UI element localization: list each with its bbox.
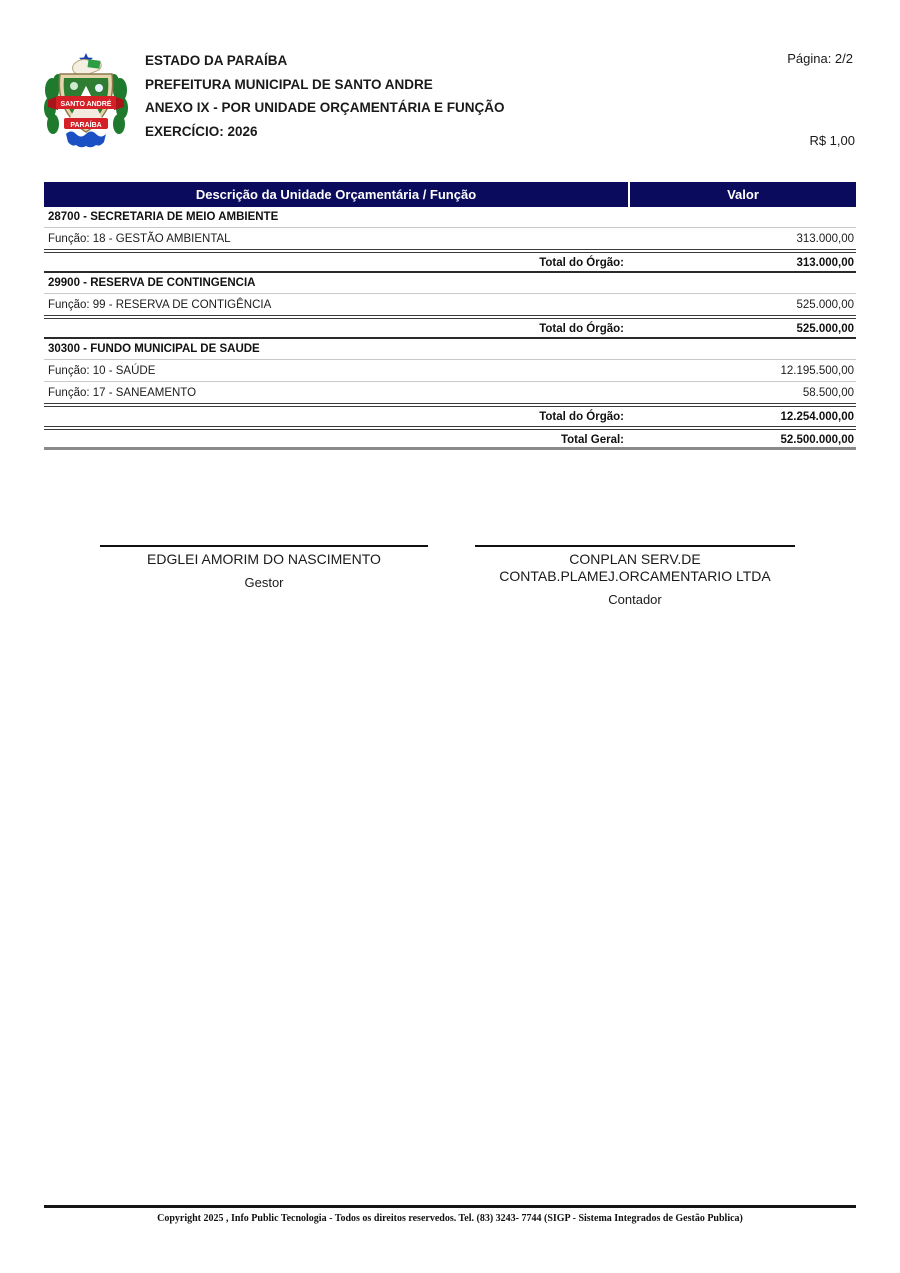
grand-total-row bbox=[44, 429, 856, 450]
function-label: Função: 17 - SANEAMENTO bbox=[48, 387, 197, 399]
section-title: 29900 - RESERVA DE CONTINGENCIA bbox=[44, 273, 856, 294]
ribbon-santo-andre bbox=[48, 96, 124, 110]
signature-line bbox=[475, 545, 795, 547]
column-header-description: Descrição da Unidade Orçamentária / Função bbox=[195, 187, 477, 202]
function-label: Função: 99 - RESERVA DE CONTIGÊNCIA bbox=[48, 299, 272, 311]
function-label: Função: 18 - GESTÃO AMBIENTAL bbox=[48, 233, 231, 245]
crest-flag bbox=[73, 59, 102, 75]
signature-line bbox=[100, 545, 428, 547]
signature-block-gestor bbox=[100, 545, 428, 590]
grand-total-label: Total Geral: bbox=[560, 434, 624, 446]
organ-total-row bbox=[44, 252, 856, 273]
signer-name: CONPLAN SERV.DE CONTAB.PLAMEJ.ORCAMENTARIO LTDA bbox=[499, 551, 771, 584]
signer-role: Gestor bbox=[244, 575, 284, 590]
table-row bbox=[44, 294, 856, 316]
column-header-value: Valor bbox=[727, 187, 759, 202]
logo-banner-bottom-text: PARAÍBA bbox=[70, 122, 102, 129]
organ-total-label: Total do Órgão: bbox=[539, 323, 624, 335]
copyright-text: Copyright 2025 , Info Public Tecnologia - Todos os direitos reservedos. Tel. (83) 3243- 7744 (SIGP - Sistema Integrados de Gestão Publica) bbox=[157, 1213, 743, 1224]
table-row bbox=[44, 382, 856, 404]
table-row bbox=[44, 360, 856, 382]
function-value: 313.000,00 bbox=[796, 233, 854, 245]
budget-table bbox=[44, 182, 856, 450]
function-value: 12.195.500,00 bbox=[780, 365, 854, 377]
section-title: 28700 - SECRETARIA DE MEIO AMBIENTE bbox=[44, 207, 856, 228]
table-row bbox=[44, 228, 856, 250]
table-header-row bbox=[44, 182, 856, 207]
organ-total-row bbox=[44, 318, 856, 339]
wave-decoration bbox=[66, 132, 106, 148]
annex-title: ANEXO IX - POR UNIDADE ORÇAMENTÁRIA E FUNÇÃO bbox=[145, 100, 505, 115]
organ-total-label: Total do Órgão: bbox=[539, 411, 624, 423]
organ-total-label: Total do Órgão: bbox=[539, 257, 624, 269]
section-title: 30300 - FUNDO MUNICIPAL DE SAUDE bbox=[44, 339, 856, 360]
page-number: Página: 2/2 bbox=[787, 51, 853, 66]
municipality-title: PREFEITURA MUNICIPAL DE SANTO ANDRE bbox=[145, 76, 433, 92]
organ-total-value: 313.000,00 bbox=[796, 257, 854, 269]
function-label: Função: 10 - SAÚDE bbox=[48, 365, 156, 377]
state-title: ESTADO DA PARAÍBA bbox=[145, 53, 288, 68]
signer-name: EDGLEI AMORIM DO NASCIMENTO bbox=[147, 551, 381, 567]
organ-total-value: 525.000,00 bbox=[796, 323, 854, 335]
municipality-crest-logo bbox=[44, 52, 128, 148]
organ-total-value: 12.254.000,00 bbox=[780, 411, 854, 423]
function-value: 58.500,00 bbox=[802, 387, 854, 399]
logo-banner-top-text: SANTO ANDRÉ bbox=[60, 101, 112, 108]
ribbon-paraiba bbox=[64, 118, 108, 129]
grand-total-value: 52.500.000,00 bbox=[780, 434, 854, 446]
report-header bbox=[145, 49, 505, 143]
signer-role: Contador bbox=[608, 592, 662, 607]
function-value: 525.000,00 bbox=[796, 299, 854, 311]
currency-unit-label: R$ 1,00 bbox=[809, 133, 855, 148]
exercise-year: EXERCÍCIO: 2026 bbox=[145, 123, 258, 139]
signature-block-contador bbox=[475, 545, 795, 607]
footer-divider bbox=[44, 1205, 856, 1208]
organ-total-row bbox=[44, 406, 856, 427]
